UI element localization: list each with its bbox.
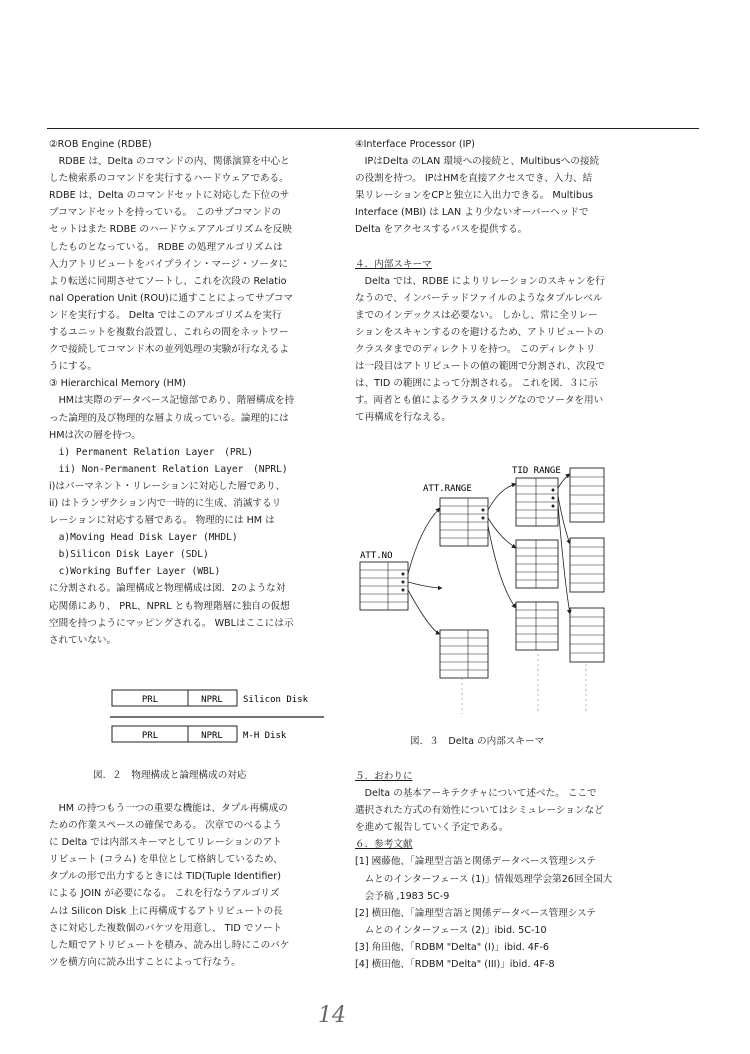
page-number: 14 <box>318 1003 346 1028</box>
fig2-top-nprl: NPRL <box>201 695 223 705</box>
text-line: ツを横方向に読み出すことによって行なう。 <box>49 956 241 968</box>
directory-pointer-arrow <box>488 484 516 510</box>
text-line: レーションに対応する層である。 物理的には HM は <box>49 515 275 527</box>
text-line: IPはDelta のLAN 環境への接続と、Multibusへの接続 <box>355 156 600 168</box>
directory-pointer-arrow <box>488 526 516 608</box>
fig2-top-prl: PRL <box>141 695 159 705</box>
text-line: セットはまた RDBE のハードウェアアルゴリズムを反映 <box>49 224 292 236</box>
fig2-bottom-prl: PRL <box>141 731 159 741</box>
text-line: 入力アトリビュートをパイプライン・マージ・ソータに <box>49 258 289 270</box>
text-line: 果リレーションをCPと独立に入出力できる。 Multibus <box>355 190 594 202</box>
text-line: 空間を持つようにマッピングされる。 WBLはここには示 <box>49 617 294 629</box>
text-line: した順でアトリビュートを積み、読み出し時にこのバケ <box>49 939 290 951</box>
list-item: ii) Non-Permanent Relation Layer (NPRL) <box>49 463 288 475</box>
text-line: クで接続してコマンド木の並列処理の実験が行なえるよ <box>49 344 289 356</box>
reference-item: [3] 角田他、「RDBM "Delta" (I)」ibid. 4F-6 <box>355 941 549 953</box>
reference-item: [1] 國藤他、「論理型言語と関係データベース管理システ <box>355 856 597 868</box>
att-range-label: ATT.RANGE <box>423 484 472 494</box>
directory-pointer-arrow <box>558 474 570 488</box>
list-item: a)Moving Head Disk Layer (MHDL) <box>49 532 238 544</box>
fig2-silicon-disk-label: Silicon Disk <box>243 695 309 705</box>
text-line: したものとなっている。 RDBE の処理アルゴリズムは <box>49 241 283 253</box>
left-column-bottom <box>49 800 339 971</box>
right-column-bottom <box>355 768 655 973</box>
text-line: HMは次の層を持つ。 <box>49 429 141 441</box>
tid-range-label: TID RANGE <box>512 466 561 476</box>
figure-2-caption: 図．２ 物理構成と論理構成の対応 <box>93 770 247 781</box>
text-line: HMは実際のデータベース記憶部であり、階層構成を持 <box>49 395 295 407</box>
reference-item: ムとのインターフェース (1)」情報処理学会第26回全国大 <box>355 873 613 885</box>
subsection-hm-title: ③ Hierarchical Memory (HM) <box>49 378 186 390</box>
text-line: に Delta では内部スキーマとしてリレーションのアト <box>49 837 282 849</box>
text-line: による JOIN が必要になる。 これを行なうアルゴリズ <box>49 888 280 900</box>
reference-item: ムとのインターフェース (2)」ibid. 5C-10 <box>355 924 547 936</box>
text-line: は一段目はアトリビュートの値の範囲で分割され、次段で <box>355 361 606 373</box>
figure-2-diagram <box>110 688 330 758</box>
text-line: HM の持つもう一つの重要な機能は、タプル再構成の <box>49 803 288 814</box>
text-line: った論理的及び物理的な層より成っている。論理的には <box>49 412 289 424</box>
text-line: までのインデックスは必要ない。 しかし、常に全リレー <box>355 309 598 321</box>
directory-pointer-arrow <box>408 508 440 574</box>
text-line: ンドを実行する。 Delta ではこのアルゴリズムを実行 <box>49 309 282 321</box>
text-line: クラスタまでのディレクトリを持つ。 このディレクトリ <box>355 344 596 356</box>
text-line: て再構成を行なえる。 <box>355 412 451 424</box>
text-line: されていない。 <box>49 634 117 646</box>
att-range-table-2 <box>440 630 488 678</box>
list-item: i) Permanent Relation Layer (PRL) <box>49 446 254 458</box>
text-line: なうので、インバーテッドファイルのようなタプルレベル <box>355 292 603 304</box>
text-line: Interface (MBI) は LAN より少ないオーバーヘッドで <box>355 207 589 219</box>
directory-pointer-arrow <box>558 504 570 614</box>
text-line: 選択された方式の有効性についてはシミュレーションなど <box>355 805 604 817</box>
section-4-title: ４．内部スキーマ <box>355 258 432 270</box>
text-line: ii) はトランザクション内で一時的に生成、消滅するリ <box>49 497 282 509</box>
figure-3-diagram <box>350 458 650 728</box>
text-line: タプルの形で出力するときには TID(Tuple Identifier) <box>49 871 281 883</box>
directory-pointer-arrow <box>408 590 440 634</box>
text-line: RDBE は、Delta のコマンドセットに対応した下位のサ <box>49 190 290 202</box>
text-line: さに対応した複数個のバケツを用意し、 TID でソート <box>49 922 283 934</box>
fig2-mh-disk-label: M-H Disk <box>243 731 287 741</box>
reference-item: [4] 横田他、「RDBM "Delta" (III)」ibid. 4F-8 <box>355 959 555 971</box>
list-item: c)Working Buffer Layer (WBL) <box>49 566 221 578</box>
reference-item: 会予稿 ,1983 5C-9 <box>355 890 450 902</box>
text-line: の役割を持つ。 IPはHMを直接アクセスでき、入力、結 <box>355 173 593 185</box>
subsection-rdbe-title: ②ROB Engine (RDBE) <box>49 139 152 150</box>
text-line: は、TID の範囲によって分割される。 これを図．３に示 <box>355 378 598 390</box>
reference-item: [2] 横田他、「論理型言語と関係データベース管理システ <box>355 907 597 919</box>
data-block <box>570 538 604 592</box>
text-line: リビュート (コラム) を単位として格納しているため、 <box>49 854 283 866</box>
directory-pointer-arrow <box>488 518 516 548</box>
text-line: ブコマンドセットを持っている。 このサブコマンドの <box>49 207 282 219</box>
left-column <box>49 136 339 649</box>
text-line: Delta の基本アーキテクチャについて述べた。 ここで <box>355 788 597 800</box>
text-line: ための作業スペースの確保である。 次章でのべるよう <box>49 820 282 832</box>
text-line: した検索系のコマンドを実行するハードウェアである。 <box>49 173 289 185</box>
text-line: Delta をアクセスするパスを提供する。 <box>355 224 528 236</box>
att-no-table <box>360 562 408 610</box>
right-column <box>355 136 655 427</box>
subsection-ip-title: ④Interface Processor (IP) <box>355 139 475 150</box>
data-block <box>570 608 604 662</box>
text-line: より転送に同期させてソートし、これを次段の Relatio <box>49 275 287 287</box>
att-no-label: ATT.NO <box>360 551 393 561</box>
text-line: Delta では、RDBE によりリレーションのスキャンを行 <box>355 275 605 287</box>
tid-range-table-3 <box>516 602 558 650</box>
text-line: す。両者とも値によるクラスタリングなのでソータを用い <box>355 395 604 407</box>
text-line: RDBE は、Delta のコマンドの内、関係演算を中心と <box>49 156 290 168</box>
text-line: 応関係にあり、 PRL、NPRL とも物理階層に独自の仮想 <box>49 600 290 612</box>
att-range-table <box>440 498 488 546</box>
directory-pointer-arrow <box>408 582 442 588</box>
text-line: うにする。 <box>49 361 97 373</box>
section-5-title: ５．おわりに <box>355 771 413 782</box>
tid-range-table-2 <box>516 540 558 588</box>
text-line: ションをスキャンするのを避けるため、アトリビュートの <box>355 326 604 338</box>
header-rule <box>47 128 699 129</box>
text-line: するユニットを複数台設置し、これらの間をネットワー <box>49 327 289 339</box>
figure-3-caption: 図．３ Delta の内部スキーマ <box>410 736 545 747</box>
text-line: nal Operation Unit (ROU)に通すことによってサブコマ <box>49 292 294 304</box>
directory-pointer-arrow <box>558 496 570 544</box>
tid-range-table <box>516 478 558 526</box>
list-item: b)Silicon Disk Layer (SDL) <box>49 549 209 561</box>
text-line: ムは Silicon Disk 上に再構成するアトリビュートの長 <box>49 905 283 917</box>
text-line: に分割される。論理構成と物理構成は図．2のような対 <box>49 583 286 595</box>
data-block <box>570 468 604 522</box>
fig2-bottom-nprl: NPRL <box>201 731 223 741</box>
section-6-title: ６．参考文献 <box>355 839 413 851</box>
text-line: を進めて報告していく予定である。 <box>355 822 509 834</box>
text-line: i)はパーマネント・リレーションに対応した層であり、 <box>49 480 286 492</box>
